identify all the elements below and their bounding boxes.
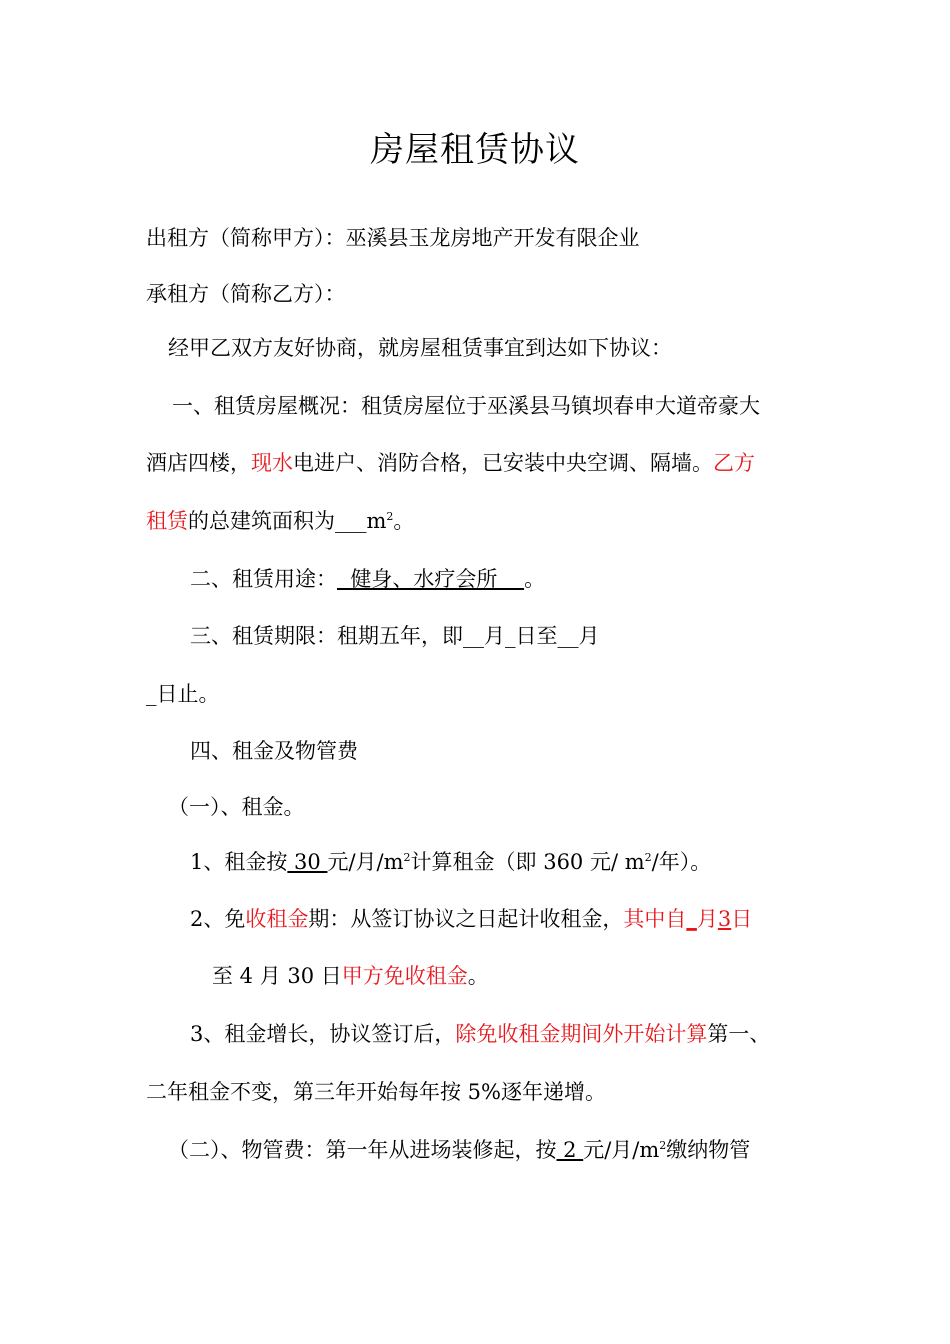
text-run: 元/月/m: [583, 1138, 660, 1162]
text-run: 1、租金按: [190, 850, 288, 874]
highlight-run: 收租金: [245, 907, 309, 931]
highlight-run: 月: [696, 907, 718, 931]
section-1-line-1: 一、租赁房屋概况：租赁房屋位于巫溪县马镇坝春申大道帝豪大: [172, 394, 760, 418]
text-run: 。: [467, 964, 489, 988]
date-blank: __: [557, 624, 579, 648]
highlight-run: 甲方免收租金: [341, 964, 468, 988]
text-run: 缴纳物管: [666, 1138, 751, 1162]
text-run: 月: [578, 624, 600, 648]
date-blank: _: [146, 682, 157, 706]
section-1-line-2: [146, 449, 755, 477]
date-blank: _: [686, 907, 697, 931]
section-3-line-1: [190, 622, 600, 650]
highlight-run: 除免收租金期间外开始计算: [455, 1022, 708, 1046]
section-3-line-2: [146, 680, 220, 708]
highlight-run: 日: [731, 907, 753, 931]
superscript: 2: [403, 851, 411, 864]
rent-item-2-line-1: [190, 905, 752, 933]
text-run: 的总建筑面积为: [188, 509, 335, 533]
superscript: 2: [659, 1139, 667, 1152]
lessor-line: 出租方（简称甲方）：巫溪县玉龙房地产开发有限企业: [146, 226, 640, 250]
text-run: 电进户、消防合格，已安装中央空调、隔墙。: [293, 451, 713, 475]
section-2-line: [190, 565, 545, 593]
intro-paragraph: 经甲乙双方友好协商，就房屋租赁事宜到达如下协议：: [168, 336, 672, 360]
subsection-management-fee: [168, 1136, 750, 1164]
page-title: 房屋租赁协议: [370, 130, 580, 170]
text-run: 3、租金增长，协议签订后，: [190, 1022, 456, 1046]
text-run: 。: [524, 567, 546, 591]
text-run: 日至: [515, 624, 558, 648]
text-run: 元/月/m: [327, 850, 404, 874]
date-blank: __: [463, 624, 484, 648]
date-value: 3: [717, 907, 732, 931]
text-run: 第一、: [707, 1022, 771, 1046]
text-run: （二）、物管费：第一年从进场装修起，按: [168, 1138, 557, 1162]
fee-rate: 2: [556, 1138, 584, 1162]
area-blank: ___: [335, 509, 367, 533]
highlight-run: 租赁: [146, 509, 188, 533]
lessee-line: 承租方（简称乙方）：: [146, 282, 346, 306]
text-run: 二、租赁用途：: [190, 567, 337, 591]
rent-item-3-line-2: 二年租金不变，第三年开始每年按 5%逐年递增。: [146, 1080, 606, 1104]
rent-rate: 30: [287, 850, 328, 874]
text-run: 月: [484, 624, 505, 648]
text-run: /年）。: [651, 850, 712, 874]
subsection-rent-heading: （一）、租金。: [168, 795, 305, 819]
text-run: 三、租赁期限：租期五年，即: [190, 624, 463, 648]
text-run: 2、免: [190, 907, 246, 931]
text-run: 。: [393, 509, 415, 533]
section-1-line-3: [146, 507, 414, 535]
rent-item-2-line-2: [212, 962, 489, 990]
rent-item-3-line-1: [190, 1020, 770, 1048]
date-blank: _: [505, 624, 516, 648]
text-run: 计算租金（即 360 元/ m: [410, 850, 645, 874]
usage-field: 健身、水疗会所: [337, 567, 525, 591]
text-run: 日止。: [156, 682, 220, 706]
superscript: 2: [386, 510, 394, 523]
section-4-heading: 四、租金及物管费: [190, 739, 358, 763]
superscript: 2: [644, 851, 652, 864]
text-run: 期：从签订协议之日起计收租金，: [308, 907, 624, 931]
text-run: 酒店四楼，: [146, 451, 251, 475]
highlight-run: 乙方: [713, 451, 755, 475]
text-run: 至 4 月 30 日: [212, 964, 342, 988]
highlight-run: 其中自: [623, 907, 687, 931]
rent-item-1: [190, 848, 711, 876]
unit-text: m: [366, 509, 387, 533]
highlight-run: 现水: [251, 451, 293, 475]
